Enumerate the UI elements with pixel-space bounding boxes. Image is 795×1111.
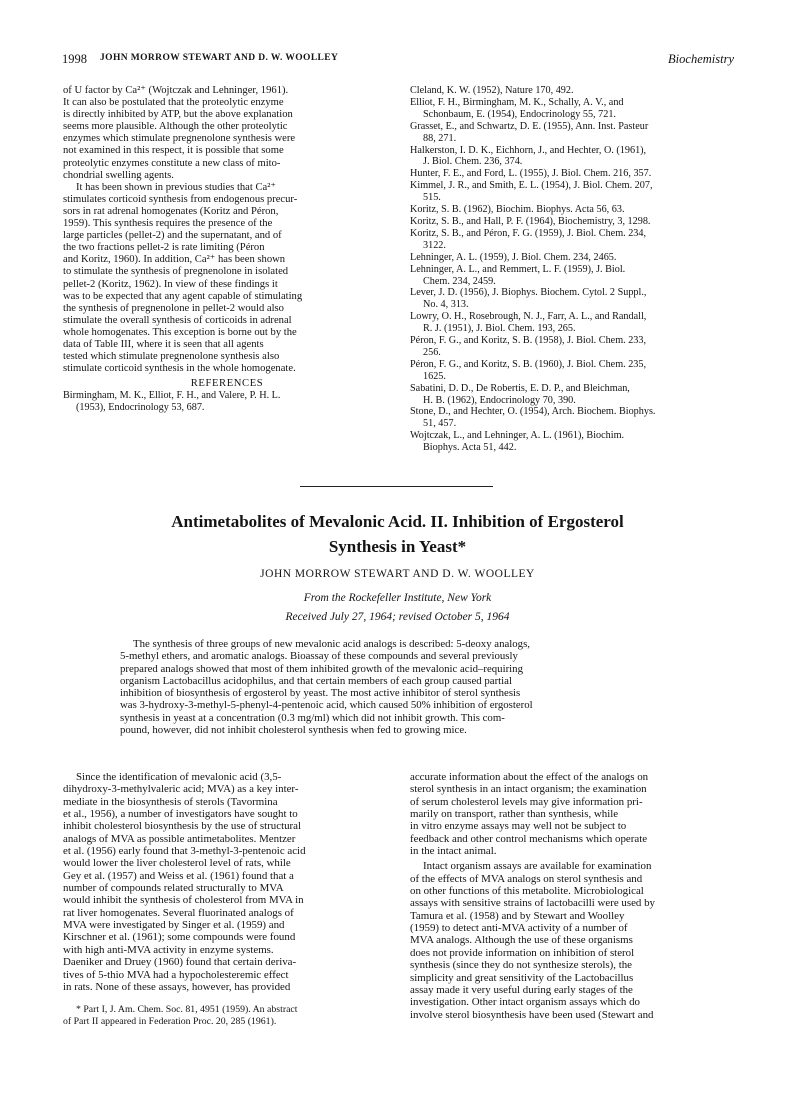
text-line: does not provide information on inhibition of sterol	[410, 946, 635, 959]
text-line: to stimulate the synthesis of pregnenolone in isolated	[63, 266, 289, 278]
prev-article-left-column	[63, 85, 391, 414]
text-line: of Part II appeared in Federation Proc. 20, 285 (1961).	[63, 1015, 277, 1027]
text-line: was to be expected that any agent capable of stimulating	[63, 290, 303, 302]
text-line: in the intact animal.	[410, 845, 497, 858]
text-line: accurate information about the effect of the analogs on	[410, 771, 649, 783]
reference-line: 515.	[423, 192, 441, 204]
reference-line: Schonbaum, E. (1954), Endocrinology 55, 721.	[423, 108, 616, 120]
text-line: large particles (pellet-2) and the supernatant, and of	[63, 230, 282, 242]
text-line: and Koritz, 1960). In addition, Ca²⁺ has been shown	[63, 254, 286, 266]
reference-entry	[63, 390, 391, 414]
text-line: inhibit cholesterol biosynthesis by the use of structural	[63, 820, 302, 833]
text-line: MVA were investigated by Singer et al. (1959) and	[63, 919, 285, 932]
text-line: the two fractions pellet-2 is rate limiting (Péron	[63, 242, 265, 254]
reference-line: Grasset, E., and Schwartz, D. E. (1955), Ann. Inst. Pasteur	[410, 120, 649, 132]
text-line: assay made it very useful during early stages of the	[410, 983, 633, 996]
reference-entry	[410, 264, 735, 288]
text-line: pellet-2 (Koritz, 1962). In view of these findings it	[63, 278, 278, 290]
text-line: 5-methyl ethers, and aromatic analogs. Bioassay of these compounds and several previously	[120, 650, 518, 663]
text-line: not examined in this respect, it is possible that some	[63, 145, 284, 157]
reference-entry	[410, 383, 735, 407]
reference-line: Péron, F. G., and Koritz, S. B. (1958), J. Biol. Chem. 233,	[410, 335, 647, 347]
page-number: 1998	[62, 52, 87, 66]
text-line: sors in rat adrenal homogenates (Koritz and Péron,	[63, 205, 279, 217]
text-line: tives of 5-thio MVA had a hypocholesteremic effect	[63, 968, 289, 981]
text-line: prepared analogs showed that most of them inhibited growth of the mevalonic acid–requiring	[120, 662, 523, 675]
body-right-column	[410, 771, 735, 1021]
article-abstract	[120, 638, 680, 736]
references-heading: REFERENCES	[190, 378, 264, 390]
reference-entry	[410, 121, 735, 145]
text-line: in vitro enzyme assays may well not be subject to	[410, 820, 627, 833]
reference-line: 3122.	[423, 239, 446, 251]
references-list	[63, 390, 391, 414]
article-received-dates: Received July 27, 1964; revised October 5, 1964	[285, 611, 510, 623]
text-line: simplicity and great sensitivity of the Lactobacillus	[410, 971, 634, 984]
text-line: feedback and other control mechanisms which operate	[410, 832, 648, 845]
reference-entry	[410, 252, 735, 264]
text-line: inhibition of biosynthesis of ergosterol by yeast. The most active inhibitor of sterol synthesis	[120, 687, 521, 700]
text-line: is directly inhibited by ATP, but the above explanation	[63, 109, 293, 121]
reference-line: Sabatini, D. D., De Robertis, E. D. P., and Bleichman,	[410, 382, 630, 394]
reference-entry	[410, 204, 735, 216]
reference-entry	[410, 406, 735, 430]
journal-name: Biochemistry	[668, 52, 734, 66]
reference-entry	[410, 311, 735, 335]
reference-line: 88, 271.	[423, 132, 457, 144]
text-line: tested which stimulate pregnenolone synthesis also	[63, 351, 280, 363]
text-line: number of compounds related structurally to MVA	[63, 882, 284, 895]
text-line: It has been shown in previous studies that Ca²⁺	[76, 181, 277, 193]
body-paragraph	[410, 771, 735, 857]
text-line: Intact organism assays are available for examination	[423, 860, 652, 873]
text-line: stimulates corticoid synthesis from endogenous precur-	[63, 193, 298, 205]
text-line: would inhibit the synthesis of cholesterol from MVA in	[63, 894, 304, 907]
text-line: seems more plausible. Although the other proteolytic	[63, 121, 288, 133]
text-line: stimulate corticoid synthesis in the whole homogenate.	[63, 363, 296, 375]
reference-line: No. 4, 313.	[423, 299, 469, 311]
text-line: organism Lactobacillus acidophilus, and that certain members of each group caused partial	[120, 674, 512, 687]
text-line: mediate in the biosynthesis of sterols (Tavormina	[63, 795, 278, 808]
text-line: with high anti-MVA activity in enzyme systems.	[63, 943, 274, 956]
text-line: It can also be postulated that the proteolytic enzyme	[63, 97, 284, 109]
reference-line: Hunter, F. E., and Ford, L. (1955), J. Biol. Chem. 216, 357.	[410, 168, 652, 180]
reference-entry	[410, 97, 735, 121]
reference-entry	[410, 216, 735, 228]
text-line: of the effects of MVA analogs on sterol synthesis and	[410, 872, 643, 885]
text-line: enzymes which stimulate pregnenolone synthesis were	[63, 133, 296, 145]
article-divider	[300, 486, 493, 487]
article-title-line: Synthesis in Yeast*	[328, 537, 467, 556]
text-line: synthesis (since they do not synthesize sterols), the	[410, 959, 633, 972]
text-line: would lower the liver cholesterol level of rats, while	[63, 857, 291, 870]
reference-line: Cleland, K. W. (1952), Nature 170, 492.	[410, 85, 574, 96]
reference-entry	[410, 168, 735, 180]
running-header	[62, 52, 734, 72]
reference-line: Koritz, S. B., and Hall, P. F. (1964), Biochemistry, 3, 1298.	[410, 215, 651, 227]
reference-line: Elliot, F. H., Birmingham, M. K., Schally, A. V., and	[410, 96, 624, 108]
reference-line: J. Biol. Chem. 236, 374.	[423, 156, 523, 168]
text-line: whole homogenates. This exception is borne out by the	[63, 326, 297, 338]
text-line: synthesis in yeast at a concentration (0.3 mg/ml) which did not inhibit growth. This com-	[120, 711, 505, 724]
reference-line: (1953), Endocrinology 53, 687.	[76, 402, 205, 414]
text-line: marily on transport, rather than synthesis, while	[410, 808, 619, 821]
text-line: (1959) to detect anti-MVA activity of a number of	[410, 922, 628, 935]
reference-entry	[410, 359, 735, 383]
text-line: chondrial swelling agents.	[63, 169, 174, 181]
text-line: assays with sensitive strains of lactobacilli were used by	[410, 897, 655, 910]
text-line: rat liver homogenates. Several fluorinated analogs of	[63, 906, 294, 919]
body-left-column	[63, 771, 391, 1027]
reference-entry	[410, 335, 735, 359]
reference-line: Kimmel, J. R., and Smith, E. L. (1954), J. Biol. Chem. 207,	[410, 180, 653, 192]
reference-line: Koritz, S. B. (1962), Biochim. Biophys. Acta 56, 63.	[410, 204, 625, 216]
prev-article-paragraph	[63, 85, 391, 182]
article-affiliation: From the Rockefeller Institute, New York	[303, 592, 492, 604]
reference-line: Lehninger, A. L., and Remmert, L. F. (1959), J. Biol.	[410, 263, 626, 275]
body-paragraph	[410, 860, 735, 1020]
reference-entry	[410, 430, 735, 454]
article-title-line: Antimetabolites of Mevalonic Acid. II. Inhibition of Ergosterol	[171, 512, 624, 531]
text-line: 1959). This synthesis requires the presence of the	[63, 218, 273, 230]
references-list-right	[410, 85, 735, 454]
text-line: proteolytic enzymes constitute a new class of mito-	[63, 157, 281, 169]
text-line: of serum cholesterol levels may give information pri-	[410, 795, 643, 808]
footnote	[63, 1004, 391, 1027]
text-line: stimulate the overall synthesis of corticoids in adrenal	[63, 314, 292, 326]
text-line: et al. (1956) early found that 3-methyl-3-pentenoic acid	[63, 845, 306, 858]
reference-line: R. J. (1951), J. Biol. Chem. 193, 265.	[423, 323, 576, 335]
reference-line: Koritz, S. B., and Péron, F. G. (1959), J. Biol. Chem. 234,	[410, 227, 647, 239]
reference-entry	[410, 145, 735, 169]
reference-line: Péron, F. G., and Koritz, S. B. (1960), J. Biol. Chem. 235,	[410, 358, 647, 370]
reference-line: Lowry, O. H., Rosebrough, N. J., Farr, A. L., and Randall,	[410, 311, 647, 323]
text-line: investigation. Other intact organism assays which do	[410, 996, 640, 1009]
text-line: in rats. None of these assays, however, has provided	[63, 980, 291, 993]
text-line: et al., 1956), a number of investigators have sought to	[63, 808, 298, 821]
reference-line: 1625.	[423, 370, 446, 382]
text-line: was 3-hydroxy-3-methyl-5-phenyl-4-pentenoic acid, which caused 50% inhibition of ergosterol	[120, 699, 533, 712]
reference-line: Stone, D., and Hechter, O. (1954), Arch. Biochem. Biophys.	[410, 406, 656, 418]
text-line: MVA analogs. Although the use of these organisms	[410, 934, 633, 947]
prev-article-paragraph	[63, 182, 391, 376]
text-line: data of Table III, where it is seen that all agents	[63, 338, 264, 350]
article-title	[60, 509, 735, 559]
reference-line: 51, 457.	[423, 418, 457, 430]
reference-line: Lever, J. D. (1956), J. Biophys. Biochem. Cytol. 2 Suppl.,	[410, 287, 647, 299]
text-line: analogs of MVA as possible antimetabolites. Mentzer	[63, 832, 296, 845]
reference-line: Halkerston, I. D. K., Eichhorn, J., and Hechter, O. (1961),	[410, 144, 647, 156]
article-authors: JOHN MORROW STEWART AND D. W. WOOLLEY	[260, 568, 535, 580]
reference-line: Biophys. Acta 51, 442.	[423, 442, 517, 454]
text-line: of U factor by Ca²⁺ (Wojtczak and Lehninger, 1961).	[63, 85, 289, 96]
text-line: on other functions of this metabolite. Microbiological	[410, 885, 644, 898]
text-line: * Part I, J. Am. Chem. Soc. 81, 4951 (1959). An abstract	[76, 1004, 298, 1016]
text-line: the synthesis of pregnenolone in pellet-2 would also	[63, 302, 284, 314]
text-line: Kirschner et al. (1961); some compounds were found	[63, 931, 296, 944]
reference-entry	[410, 287, 735, 311]
running-head-authors: JOHN MORROW STEWART AND D. W. WOOLLEY	[100, 53, 339, 63]
text-line: Gey et al. (1957) and Weiss et al. (1961) found that a	[63, 869, 294, 882]
text-line: involve sterol biosynthesis have been used (Stewart and	[410, 1008, 654, 1021]
reference-line: Chem. 234, 2459.	[423, 275, 496, 287]
text-line: Since the identification of mevalonic acid (3,5-	[76, 771, 282, 783]
text-line: Tamura et al. (1958) and by Stewart and Woolley	[410, 909, 625, 922]
reference-line: H. B. (1962), Endocrinology 70, 390.	[423, 394, 576, 406]
text-line: sterol synthesis in an intact organism; the examination	[410, 783, 647, 796]
reference-entry	[410, 85, 735, 97]
reference-line: 256.	[423, 346, 441, 358]
reference-entry	[410, 228, 735, 252]
body-paragraph	[63, 771, 391, 993]
text-line: pound, however, did not inhibit cholesterol synthesis when fed to growing mice.	[120, 724, 467, 737]
reference-line: Birmingham, M. K., Elliot, F. H., and Valere, P. H. L.	[63, 390, 281, 402]
reference-line: Lehninger, A. L. (1959), J. Biol. Chem. 234, 2465.	[410, 251, 617, 263]
text-line: dihydroxy-3-methylvaleric acid; MVA) as a key inter-	[63, 783, 299, 796]
reference-line: Wojtczak, L., and Lehninger, A. L. (1961), Biochim.	[410, 430, 625, 442]
text-line: The synthesis of three groups of new mevalonic acid analogs is described: 5-deoxy analogs,	[133, 638, 530, 650]
text-line: Daeniker and Druey (1960) found that certain deriva-	[63, 956, 297, 969]
reference-entry	[410, 180, 735, 204]
